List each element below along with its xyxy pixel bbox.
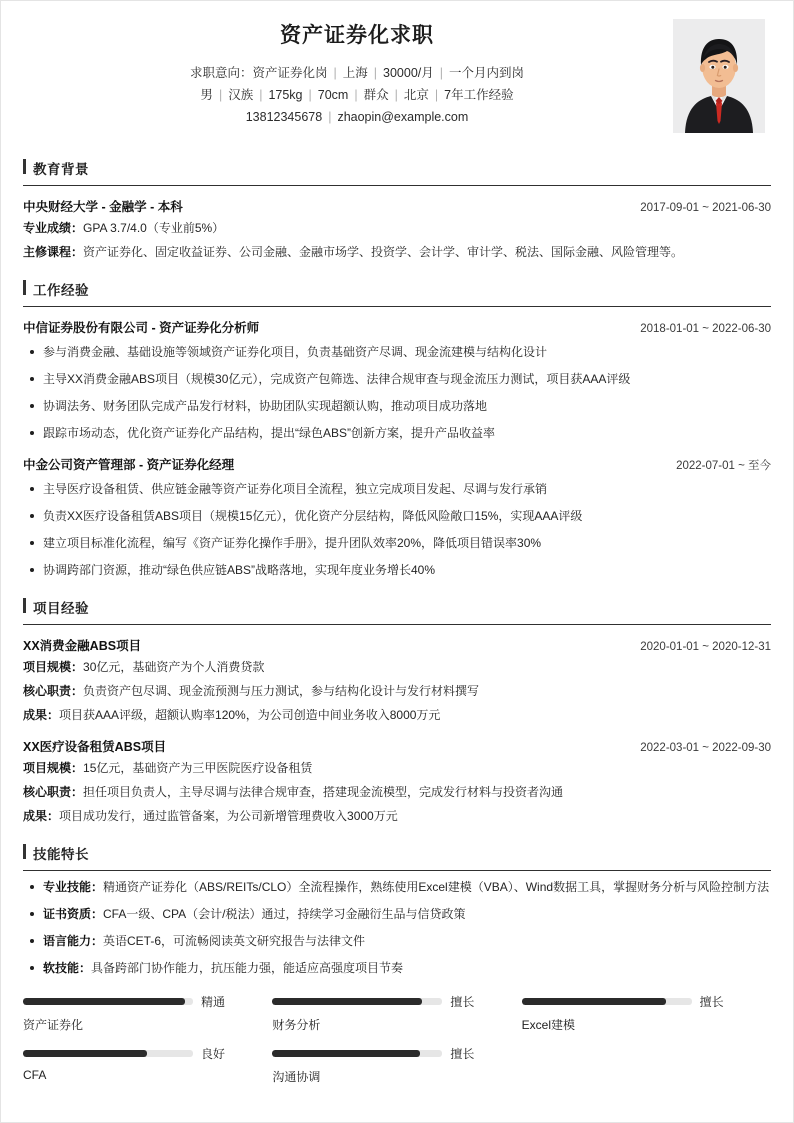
work-bullet-list: [23, 479, 771, 581]
skill-rating-item: [272, 1045, 521, 1085]
entry-header-row: [23, 318, 771, 336]
education-school-major-degree: 中央财经大学 - 金融学 - 本科: [23, 200, 183, 215]
project-detail-value: 项目成功发行，通过监管备案，为公司新增管理费收入3000万元: [59, 809, 398, 824]
entry-header-row: [23, 197, 771, 215]
meta-gender: 男: [200, 88, 213, 103]
meta-ethnicity: 汉族: [228, 88, 254, 103]
list-item: [23, 904, 771, 925]
skill-name-label: Excel建模: [521, 1018, 576, 1033]
education-detail-value: GPA 3.7/4.0（专业前5%）: [83, 221, 225, 236]
skill-level-label: 擅长: [450, 1047, 475, 1062]
project-detail-value: 15亿元，基础资产为三甲医院医疗设备租赁: [83, 761, 313, 776]
project-detail-line: [23, 758, 771, 779]
skill-key: 软技能：: [43, 961, 92, 976]
section-skills: [1, 843, 793, 1085]
project-detail-value: 负责资产包尽调、现金流预测与压力测试，参与结构化设计与发行材料撰写: [83, 684, 480, 699]
section-header-projects: [23, 597, 771, 625]
skill-progress-fill: [23, 998, 185, 1005]
skill-bar-row: [23, 1045, 254, 1062]
education-detail-value: 资产证券化、固定收益证券、公司金融、金融市场学、投资学、会计学、审计学、税法、国际金融、风险管理等。: [83, 245, 684, 260]
project-name: XX医疗设备租赁ABS项目: [23, 740, 167, 755]
list-item: [23, 877, 771, 898]
skill-bar-row: [522, 993, 753, 1010]
meta-separator-icon: |: [354, 88, 358, 103]
skill-progress-track: [522, 998, 692, 1005]
resume-header: [1, 1, 793, 142]
skill-name-label: 财务分析: [272, 1018, 321, 1033]
skill-progress-track: [23, 998, 193, 1005]
work-date-range: 2018-01-01 ~ 2022-06-30: [640, 323, 771, 336]
work-date-range: 2022-07-01 ~ 至今: [676, 460, 771, 473]
skill-level-label: 精通: [201, 995, 226, 1010]
section-work-experience: [1, 279, 793, 581]
section-header-education: [23, 158, 771, 186]
list-item: [23, 931, 771, 952]
skill-progress-track: [23, 1050, 193, 1057]
page-title: 资产证券化求职: [280, 24, 434, 47]
skill-key: 语言能力：: [43, 934, 104, 949]
skill-progress-fill: [522, 998, 667, 1005]
list-item: 主导XX消费金融ABS项目（规模30亿元），完成资产包筛选、法律合规审查与现金流压力测试，项目获AAA评级: [23, 369, 771, 390]
work-bullet-list: [23, 342, 771, 444]
list-item: 参与消费金融、基础设施等领域资产证券化项目，负责基础资产尽调、现金流建模与结构化设计: [23, 342, 771, 363]
education-detail-line: [23, 242, 771, 263]
section-title: 教育背景: [33, 162, 89, 178]
project-entry: [23, 636, 771, 726]
skill-rating-item: [23, 1045, 272, 1085]
meta-separator-icon: |: [394, 88, 398, 103]
project-date-range: 2022-03-01 ~ 2022-09-30: [640, 742, 771, 755]
skill-bar-row: [272, 993, 503, 1010]
project-date-range: 2020-01-01 ~ 2020-12-31: [640, 641, 771, 654]
skill-key: 专业技能：: [43, 880, 104, 895]
meta-experience-years: 7年工作经验: [444, 88, 514, 103]
skill-bar-row: [272, 1045, 503, 1062]
list-item: 协调法务、财务团队完成产品发行材料，协助团队实现超额认购，推动项目成功落地: [23, 396, 771, 417]
work-entry: [23, 455, 771, 581]
skill-value: 精通资产证券化（ABS/REITs/CLO）全流程操作，熟练使用Excel建模（VBA）、Wind数据工具，掌握财务分析与风险控制方法: [103, 880, 770, 895]
section-title: 项目经验: [33, 601, 89, 617]
section-header-work: [23, 279, 771, 307]
skill-level-label: 擅长: [699, 995, 724, 1010]
project-detail-line: [23, 681, 771, 702]
meta-hometown: 北京: [403, 88, 429, 103]
project-name: XX消费金融ABS项目: [23, 639, 142, 654]
skill-rating-item: [23, 993, 272, 1033]
skill-bar-row: [23, 993, 254, 1010]
section-title: 技能特长: [33, 847, 89, 863]
meta-phone: 13812345678: [245, 110, 323, 125]
skill-value: CFA一级、CPA（会计/税法）通过，持续学习金融衍生品与信贷政策: [103, 907, 466, 922]
project-detail-line: [23, 705, 771, 726]
list-item: 负责XX医疗设备租赁ABS项目（规模15亿元），优化资产分层结构，降低风险敞口15%，实现AAA评级: [23, 506, 771, 527]
list-item: [23, 958, 771, 979]
meta-salary: 30000/月: [383, 66, 434, 81]
meta-city: 上海: [342, 66, 368, 81]
skill-progress-fill: [23, 1050, 147, 1057]
project-detail-key: 核心职责：: [23, 684, 84, 699]
education-detail-key: 专业成绩：: [23, 221, 84, 236]
project-detail-value: 30亿元，基础资产为个人消费贷款: [83, 660, 265, 675]
project-entry: [23, 737, 771, 827]
skill-rating-item: [272, 993, 521, 1033]
skill-progress-track: [272, 1050, 442, 1057]
header-meta-line-1: [63, 62, 651, 84]
list-item: 主导医疗设备租赁、供应链金融等资产证券化项目全流程，独立完成项目发起、尽调与发行承销: [23, 479, 771, 500]
header-center-block: [23, 23, 771, 128]
project-detail-key: 核心职责：: [23, 785, 84, 800]
meta-job-intent: 求职意向：资产证券化岗: [189, 66, 328, 81]
section-education: [1, 158, 793, 263]
skill-name-label: 沟通协调: [272, 1070, 321, 1085]
skill-rating-grid: [23, 993, 771, 1085]
project-detail-key: 成果：: [23, 708, 60, 723]
skill-value: 具备跨部门协作能力，抗压能力强，能适应高强度项目节奏: [91, 961, 404, 976]
project-detail-value: 项目获AAA评级，超额认购率120%，为公司创造中间业务收入8000万元: [59, 708, 441, 723]
work-company-role: 中信证券股份有限公司 - 资产证券化分析师: [23, 321, 260, 336]
skill-level-label: 良好: [201, 1047, 226, 1062]
work-entry: [23, 318, 771, 444]
meta-separator-icon: |: [328, 110, 332, 125]
header-meta-line-3: [63, 106, 651, 128]
project-detail-value: 担任项目负责人，主导尽调与法律合规审查，搭建现金流模型，完成发行材料与投资者沟通: [83, 785, 564, 800]
list-item: 协调跨部门资源，推动“绿色供应链ABS”战略落地，实现年度业务增长40%: [23, 560, 771, 581]
section-projects: [1, 597, 793, 827]
project-detail-key: 项目规模：: [23, 660, 84, 675]
skill-rating-item: [522, 993, 771, 1033]
meta-separator-icon: |: [218, 88, 223, 103]
skill-level-label: 擅长: [450, 995, 475, 1010]
meta-height: 70cm: [317, 88, 349, 103]
project-detail-line: [23, 782, 771, 803]
meta-separator-icon: |: [373, 66, 378, 81]
meta-availability: 一个月内到岗: [449, 66, 525, 81]
education-detail-key: 主修课程：: [23, 245, 84, 260]
project-detail-key: 成果：: [23, 809, 60, 824]
list-item: 跟踪市场动态，优化资产证券化产品结构，提出“绿色ABS”创新方案，提升产品收益率: [23, 423, 771, 444]
skill-progress-track: [272, 998, 442, 1005]
entry-header-row: [23, 455, 771, 473]
meta-separator-icon: |: [308, 88, 312, 103]
meta-separator-icon: |: [439, 66, 443, 81]
meta-separator-icon: |: [333, 66, 337, 81]
skill-progress-fill: [272, 998, 422, 1005]
list-item: 建立项目标准化流程，编写《资产证券化操作手册》，提升团队效率20%，降低项目错误率30%: [23, 533, 771, 554]
education-date-range: 2017-09-01 ~ 2021-06-30: [640, 202, 771, 215]
meta-political-status: 群众: [363, 88, 389, 103]
section-title: 工作经验: [33, 283, 89, 299]
skills-bullet-list: [23, 877, 771, 979]
meta-separator-icon: |: [434, 88, 439, 103]
entry-header-row: [23, 636, 771, 654]
avatar: [673, 19, 765, 133]
project-detail-line: [23, 657, 771, 678]
section-header-skills: [23, 843, 771, 871]
meta-email: zhaopin@example.com: [337, 110, 469, 125]
education-detail-line: [23, 218, 771, 239]
avatar-illustration-icon: [673, 19, 765, 133]
skill-name-label: 资产证券化: [23, 1018, 84, 1033]
meta-weight: 175kg: [268, 88, 303, 103]
project-detail-line: [23, 806, 771, 827]
skill-progress-fill: [272, 1050, 420, 1057]
skill-key: 证书资质：: [43, 907, 104, 922]
entry-header-row: [23, 737, 771, 755]
work-company-role: 中金公司资产管理部 - 资产证券化经理: [23, 458, 235, 473]
skill-value: 英语CET-6，可流畅阅读英文研究报告与法律文件: [103, 934, 366, 949]
project-detail-key: 项目规模：: [23, 761, 84, 776]
meta-separator-icon: |: [259, 88, 263, 103]
education-entry: [23, 197, 771, 263]
header-meta-line-2: [63, 84, 651, 106]
skill-name-label: CFA: [23, 1068, 47, 1083]
